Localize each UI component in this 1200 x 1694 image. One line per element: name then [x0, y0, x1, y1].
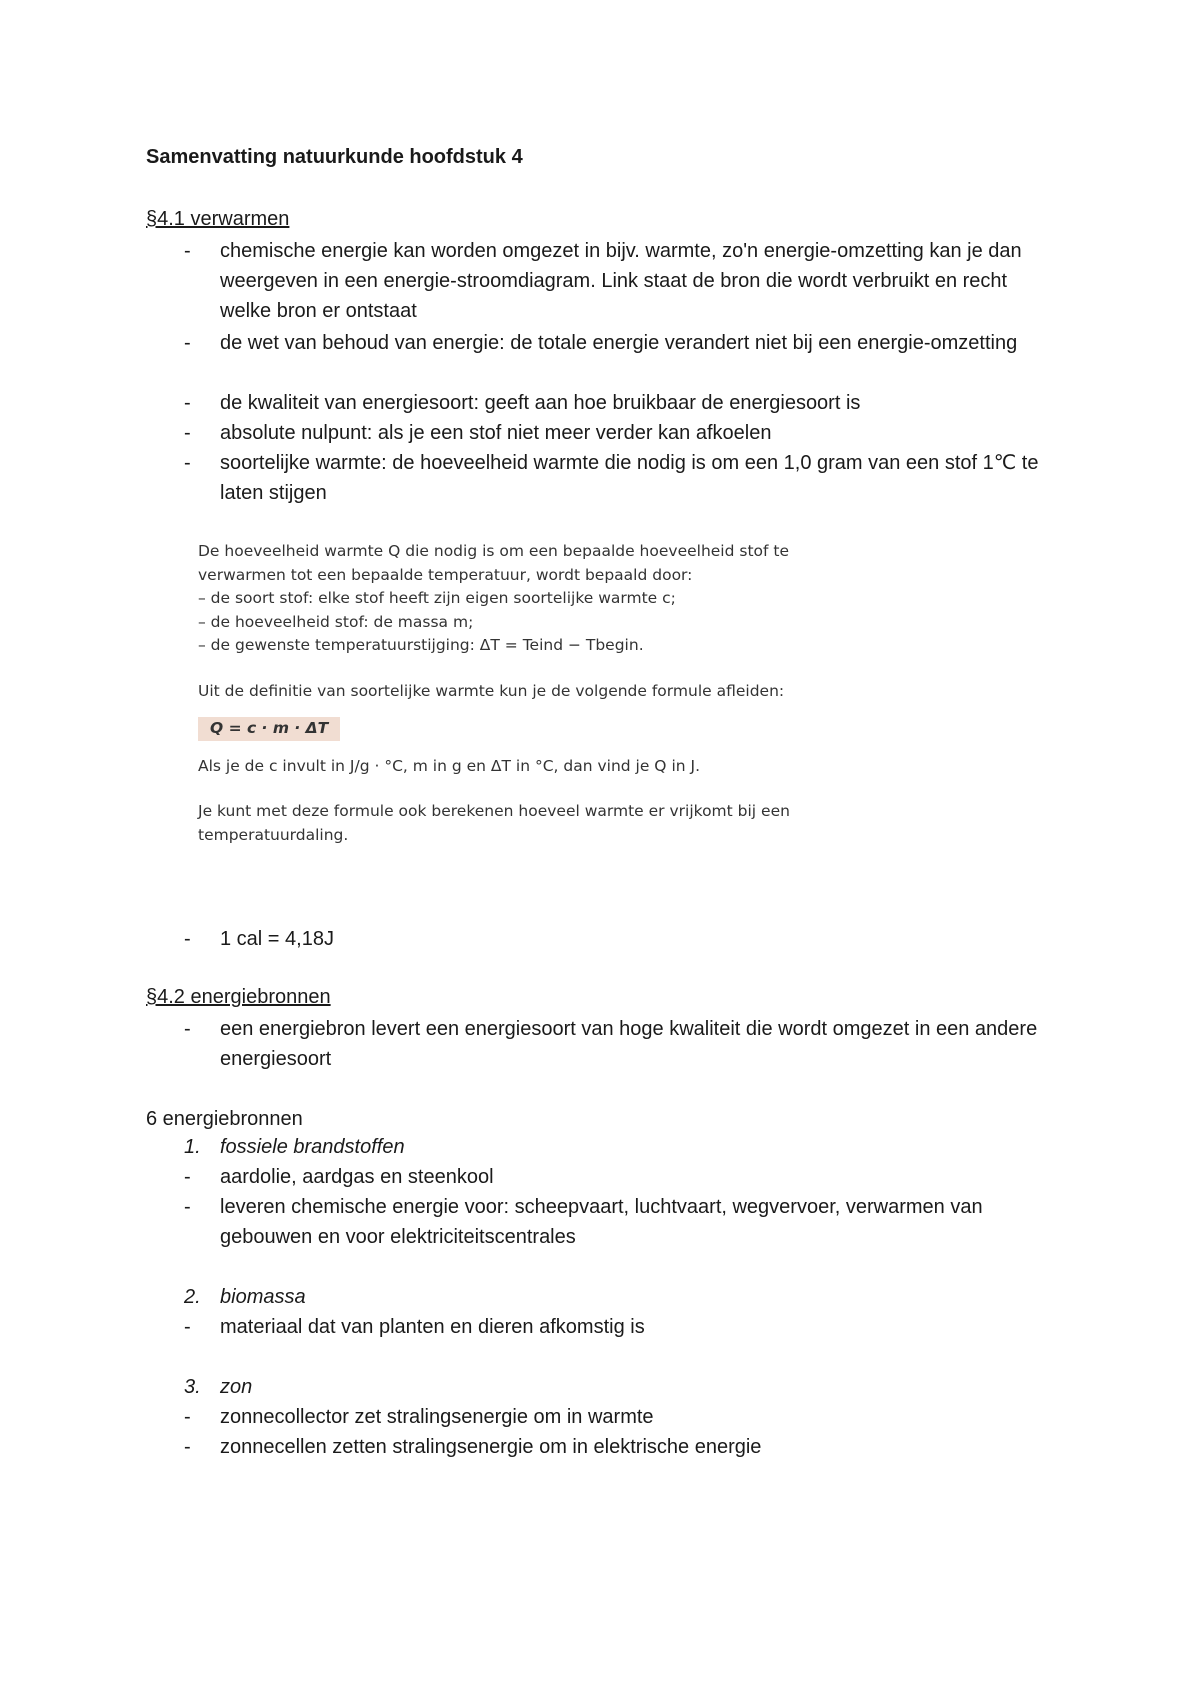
- list-item: - absolute nulpunt: als je een stof niet meer verder kan afkoelen: [184, 422, 772, 444]
- list-item: - zonnecellen zetten stralingsenergie om in elektrische energie: [184, 1436, 762, 1458]
- list-item: - leveren chemische energie voor: scheepvaart, luchtvaart, wegvervoer, verwarmen van gebouwen en voor elektriciteitscentrales: [184, 1196, 983, 1248]
- list-item: - aardolie, aardgas en steenkool: [184, 1166, 494, 1188]
- textbook-item: – de soort stof: elke stof heeft zijn eigen soortelijke warmte c;: [198, 589, 676, 607]
- section-heading-4-2: §4.2 energiebronnen: [146, 986, 331, 1008]
- list-item: - 1 cal = 4,18J: [184, 928, 334, 950]
- section-heading-4-1: §4.1 verwarmen: [146, 208, 290, 230]
- textbook-units: Als je de c invult in J/g · °C, m in g en ΔT in °C, dan vind je Q in J.: [198, 756, 700, 775]
- textbook-item: – de hoeveelheid stof: de massa m;: [198, 612, 474, 631]
- list-item: - de wet van behoud van energie: de totale energie verandert niet bij een energie-omzetting: [184, 332, 1018, 354]
- textbook-derive: Uit de definitie van soortelijke warmte kun je de volgende formule afleiden:: [198, 681, 785, 700]
- textbook-intro: De hoeveelheid warmte Q die nodig is om een bepaalde hoeveelheid stof te verwarmen tot een bepaalde temperatuur, wordt bepaald door:: [198, 542, 790, 584]
- list-item: - soortelijke warmte: de hoeveelheid warmte die nodig is om een 1,0 gram van een stof 1℃ te laten stijgen: [184, 452, 1039, 504]
- textbook-item: – de gewenste temperatuurstijging: ΔT = Teind − Tbegin.: [198, 636, 644, 654]
- numbered-item: 2. biomassa: [184, 1286, 306, 1308]
- list-item: - een energiebron levert een energiesoort van hoge kwaliteit die wordt omgezet in een andere energiesoort: [184, 1018, 1038, 1070]
- list-item: - materiaal dat van planten en dieren afkomstig is: [184, 1316, 645, 1338]
- numbered-item: 3. zon: [184, 1376, 253, 1398]
- list-item: - de kwaliteit van energiesoort: geeft aan hoe bruikbaar de energiesoort is: [184, 392, 861, 414]
- formula-box: Q = c · m · ΔT: [198, 717, 340, 741]
- textbook-excerpt: [198, 540, 818, 847]
- list-item: - zonnecollector zet stralingsenergie om in warmte: [184, 1406, 654, 1428]
- document-title: Samenvatting natuurkunde hoofdstuk 4: [146, 146, 523, 168]
- energy-sources-heading: 6 energiebronnen: [146, 1108, 303, 1130]
- numbered-item: 1. fossiele brandstoffen: [184, 1136, 405, 1158]
- list-item: - chemische energie kan worden omgezet in bijv. warmte, zo'n energie-omzetting kan je dan weergeven in een energie-stroomdiagram. Link staat de bron die wordt verbruikt en recht welke bron er ontstaat: [184, 240, 1022, 322]
- textbook-cooling: Je kunt met deze formule ook berekenen hoeveel warmte er vrijkomt bij een temperatuurdaling.: [198, 802, 790, 844]
